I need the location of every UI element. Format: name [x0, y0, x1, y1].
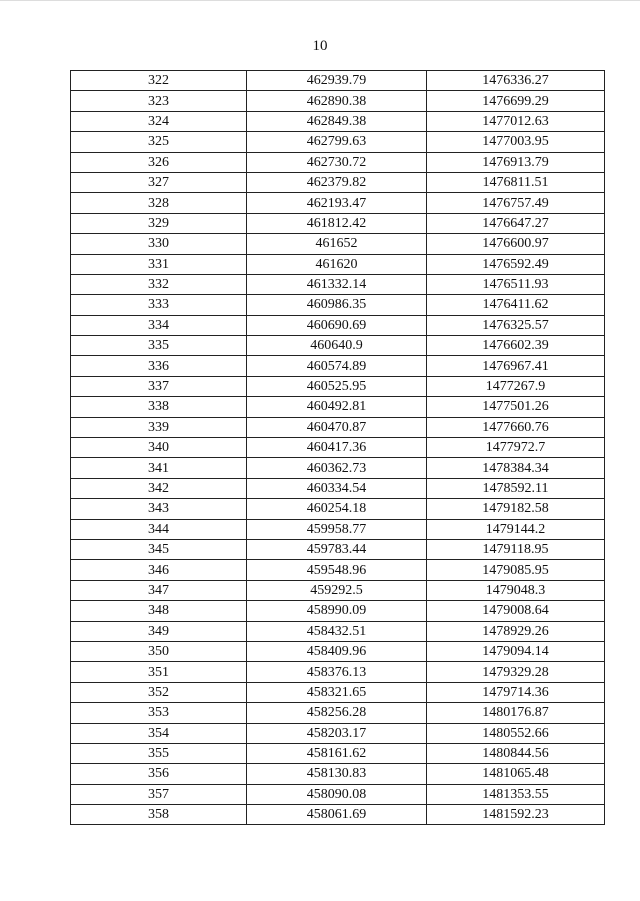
y-coordinate-cell: 1476913.79 — [427, 152, 605, 172]
table-row — [71, 560, 605, 580]
table-row — [71, 478, 605, 498]
point-number-cell: 355 — [71, 743, 247, 763]
table-row — [71, 662, 605, 682]
x-coordinate-cell: 460334.54 — [247, 478, 427, 498]
y-coordinate-cell: 1479329.28 — [427, 662, 605, 682]
x-coordinate-cell: 458990.09 — [247, 601, 427, 621]
point-number-cell: 342 — [71, 478, 247, 498]
point-number-cell: 353 — [71, 703, 247, 723]
y-coordinate-cell: 1477501.26 — [427, 397, 605, 417]
point-number-cell: 356 — [71, 764, 247, 784]
y-coordinate-cell: 1476757.49 — [427, 193, 605, 213]
point-number-cell: 333 — [71, 295, 247, 315]
x-coordinate-cell: 460254.18 — [247, 499, 427, 519]
x-coordinate-cell: 461812.42 — [247, 213, 427, 233]
x-coordinate-cell: 462799.63 — [247, 132, 427, 152]
table-row — [71, 682, 605, 702]
y-coordinate-cell: 1479714.36 — [427, 682, 605, 702]
x-coordinate-cell: 458376.13 — [247, 662, 427, 682]
y-coordinate-cell: 1480844.56 — [427, 743, 605, 763]
x-coordinate-cell: 461620 — [247, 254, 427, 274]
table-row — [71, 91, 605, 111]
point-number-cell: 345 — [71, 539, 247, 559]
y-coordinate-cell: 1479118.95 — [427, 539, 605, 559]
table-row — [71, 172, 605, 192]
point-number-cell: 326 — [71, 152, 247, 172]
point-number-cell: 324 — [71, 111, 247, 131]
y-coordinate-cell: 1479008.64 — [427, 601, 605, 621]
y-coordinate-cell: 1480552.66 — [427, 723, 605, 743]
table-row — [71, 376, 605, 396]
x-coordinate-cell: 460986.35 — [247, 295, 427, 315]
y-coordinate-cell: 1478384.34 — [427, 458, 605, 478]
table-row — [71, 274, 605, 294]
x-coordinate-cell: 458061.69 — [247, 805, 427, 825]
y-coordinate-cell: 1479182.58 — [427, 499, 605, 519]
table-row — [71, 458, 605, 478]
page-top-edge — [0, 0, 640, 1]
y-coordinate-cell: 1476967.41 — [427, 356, 605, 376]
y-coordinate-cell: 1478929.26 — [427, 621, 605, 641]
x-coordinate-cell: 458432.51 — [247, 621, 427, 641]
y-coordinate-cell: 1477972.7 — [427, 438, 605, 458]
x-coordinate-cell: 461652 — [247, 234, 427, 254]
x-coordinate-cell: 458409.96 — [247, 641, 427, 661]
y-coordinate-cell: 1477660.76 — [427, 417, 605, 437]
table-row — [71, 438, 605, 458]
table-row — [71, 641, 605, 661]
point-number-cell: 352 — [71, 682, 247, 702]
x-coordinate-cell: 460470.87 — [247, 417, 427, 437]
y-coordinate-cell: 1476411.62 — [427, 295, 605, 315]
table-row — [71, 152, 605, 172]
x-coordinate-cell: 460690.69 — [247, 315, 427, 335]
point-number-cell: 327 — [71, 172, 247, 192]
table-row — [71, 295, 605, 315]
x-coordinate-cell: 462193.47 — [247, 193, 427, 213]
point-number-cell: 354 — [71, 723, 247, 743]
page-number: 10 — [312, 38, 328, 54]
y-coordinate-cell: 1481353.55 — [427, 784, 605, 804]
y-coordinate-cell: 1479144.2 — [427, 519, 605, 539]
x-coordinate-cell: 460362.73 — [247, 458, 427, 478]
point-number-cell: 338 — [71, 397, 247, 417]
x-coordinate-cell: 460574.89 — [247, 356, 427, 376]
y-coordinate-cell: 1477003.95 — [427, 132, 605, 152]
y-coordinate-cell: 1476811.51 — [427, 172, 605, 192]
table-row — [71, 601, 605, 621]
table-row — [71, 193, 605, 213]
y-coordinate-cell: 1479094.14 — [427, 641, 605, 661]
table-row — [71, 723, 605, 743]
x-coordinate-cell: 459783.44 — [247, 539, 427, 559]
table-row — [71, 234, 605, 254]
point-number-cell: 341 — [71, 458, 247, 478]
y-coordinate-cell: 1476592.49 — [427, 254, 605, 274]
y-coordinate-cell: 1476699.29 — [427, 91, 605, 111]
y-coordinate-cell: 1477267.9 — [427, 376, 605, 396]
x-coordinate-cell: 460640.9 — [247, 336, 427, 356]
point-number-cell: 346 — [71, 560, 247, 580]
coordinates-table — [70, 70, 605, 825]
x-coordinate-cell: 458321.65 — [247, 682, 427, 702]
point-number-cell: 322 — [71, 71, 247, 91]
y-coordinate-cell: 1481065.48 — [427, 764, 605, 784]
point-number-cell: 334 — [71, 315, 247, 335]
coordinates-table-body — [71, 71, 605, 825]
table-row — [71, 336, 605, 356]
x-coordinate-cell: 458161.62 — [247, 743, 427, 763]
x-coordinate-cell: 460417.36 — [247, 438, 427, 458]
table-row — [71, 111, 605, 131]
point-number-cell: 348 — [71, 601, 247, 621]
x-coordinate-cell: 462379.82 — [247, 172, 427, 192]
y-coordinate-cell: 1480176.87 — [427, 703, 605, 723]
table-row — [71, 764, 605, 784]
table-row — [71, 397, 605, 417]
table-row — [71, 417, 605, 437]
table-row — [71, 621, 605, 641]
table-row — [71, 539, 605, 559]
x-coordinate-cell: 459958.77 — [247, 519, 427, 539]
table-row — [71, 580, 605, 600]
y-coordinate-cell: 1481592.23 — [427, 805, 605, 825]
y-coordinate-cell: 1476600.97 — [427, 234, 605, 254]
y-coordinate-cell: 1477012.63 — [427, 111, 605, 131]
x-coordinate-cell: 458090.08 — [247, 784, 427, 804]
point-number-cell: 340 — [71, 438, 247, 458]
x-coordinate-cell: 458130.83 — [247, 764, 427, 784]
y-coordinate-cell: 1476647.27 — [427, 213, 605, 233]
point-number-cell: 358 — [71, 805, 247, 825]
table-row — [71, 499, 605, 519]
x-coordinate-cell: 462849.38 — [247, 111, 427, 131]
point-number-cell: 331 — [71, 254, 247, 274]
point-number-cell: 337 — [71, 376, 247, 396]
x-coordinate-cell: 459292.5 — [247, 580, 427, 600]
point-number-cell: 336 — [71, 356, 247, 376]
table-row — [71, 703, 605, 723]
y-coordinate-cell: 1476336.27 — [427, 71, 605, 91]
table-row — [71, 519, 605, 539]
point-number-cell: 323 — [71, 91, 247, 111]
table-row — [71, 784, 605, 804]
x-coordinate-cell: 460525.95 — [247, 376, 427, 396]
point-number-cell: 335 — [71, 336, 247, 356]
point-number-cell: 330 — [71, 234, 247, 254]
point-number-cell: 344 — [71, 519, 247, 539]
y-coordinate-cell: 1479085.95 — [427, 560, 605, 580]
x-coordinate-cell: 461332.14 — [247, 274, 427, 294]
point-number-cell: 343 — [71, 499, 247, 519]
table-row — [71, 743, 605, 763]
point-number-cell: 357 — [71, 784, 247, 804]
y-coordinate-cell: 1479048.3 — [427, 580, 605, 600]
table-row — [71, 132, 605, 152]
point-number-cell: 349 — [71, 621, 247, 641]
y-coordinate-cell: 1476325.57 — [427, 315, 605, 335]
point-number-cell: 339 — [71, 417, 247, 437]
point-number-cell: 328 — [71, 193, 247, 213]
y-coordinate-cell: 1478592.11 — [427, 478, 605, 498]
point-number-cell: 351 — [71, 662, 247, 682]
table-row — [71, 315, 605, 335]
x-coordinate-cell: 462890.38 — [247, 91, 427, 111]
x-coordinate-cell: 458203.17 — [247, 723, 427, 743]
table-row — [71, 356, 605, 376]
x-coordinate-cell: 462730.72 — [247, 152, 427, 172]
table-row — [71, 71, 605, 91]
y-coordinate-cell: 1476602.39 — [427, 336, 605, 356]
table-row — [71, 254, 605, 274]
point-number-cell: 325 — [71, 132, 247, 152]
x-coordinate-cell: 459548.96 — [247, 560, 427, 580]
table-row — [71, 805, 605, 825]
x-coordinate-cell: 462939.79 — [247, 71, 427, 91]
y-coordinate-cell: 1476511.93 — [427, 274, 605, 294]
table-row — [71, 213, 605, 233]
point-number-cell: 329 — [71, 213, 247, 233]
point-number-cell: 347 — [71, 580, 247, 600]
point-number-cell: 350 — [71, 641, 247, 661]
x-coordinate-cell: 460492.81 — [247, 397, 427, 417]
x-coordinate-cell: 458256.28 — [247, 703, 427, 723]
point-number-cell: 332 — [71, 274, 247, 294]
